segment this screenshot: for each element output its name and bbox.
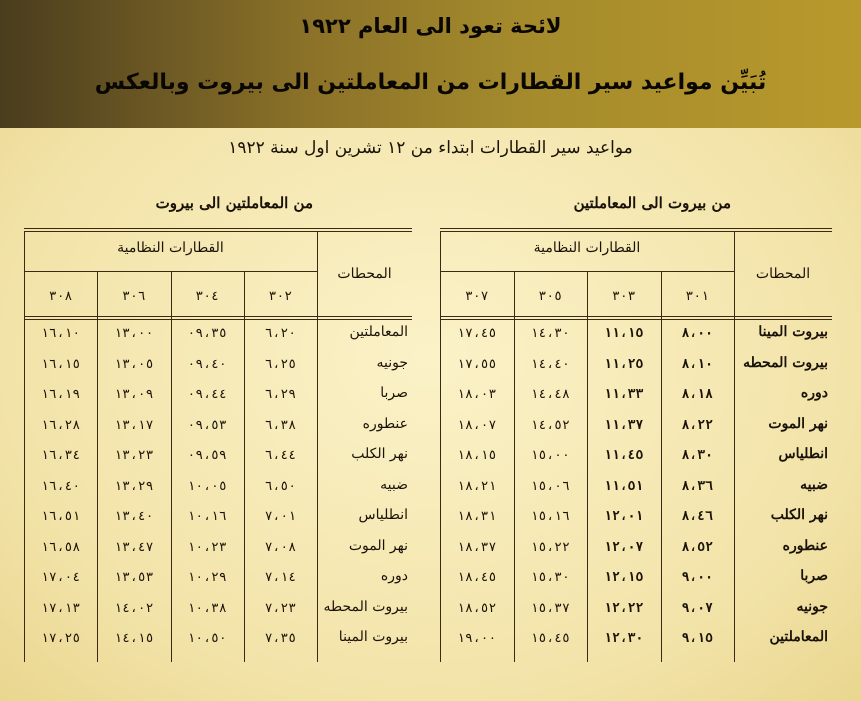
title-banner	[0, 0, 861, 128]
right-table-train-number: ٣٠٥	[538, 289, 562, 304]
left-table-time-cell: ٠٩،٤٠	[187, 356, 227, 372]
right-table-time-cell: ١٤،٤٠	[530, 356, 570, 372]
right-table-time-cell: ١٧،٤٥	[457, 326, 497, 341]
right-table-time-cell: ١٨،٢١	[457, 478, 497, 494]
left-table-time-cell: ١٦،١٥	[41, 356, 81, 372]
right-table-train-number: ٣٠١	[685, 289, 709, 304]
left-table-time-cell: ٦،٢٩	[264, 387, 297, 402]
left-table-time-cell: ٧،٣٥	[264, 631, 297, 646]
right-table-stations-header: المحطات	[755, 266, 811, 282]
right-table-station-name: انطلياس	[778, 446, 828, 462]
left-table-station-name: نهر الكلب	[351, 446, 408, 462]
left-table-top-rule-2	[24, 231, 412, 232]
left-table-station-divider	[317, 231, 318, 662]
left-table-station-name: جونيه	[376, 354, 408, 371]
right-table-time-cell: ١٤،٥٢	[530, 417, 570, 433]
right-table-time-cell: ١٢،٣٠	[604, 631, 644, 646]
left-table-direction: من المعاملتين الى بيروت	[155, 194, 313, 212]
left-table-time-cell: ٠٩،٤٤	[187, 387, 227, 402]
right-table-time-cell: ١٨،٣١	[457, 509, 497, 524]
left-table-time-cell: ٦،٥٠	[264, 478, 297, 494]
left-table-time-cell: ١٧،٢٥	[41, 631, 81, 646]
right-table-time-cell: ١١،٣٧	[604, 417, 644, 433]
left-table-time-cell: ١٠،٢٣	[187, 539, 227, 555]
right-table-time-cell: ١٥،١٦	[530, 509, 570, 524]
right-table-station-name: ضبيه	[800, 476, 828, 493]
right-table-direction: من بيروت الى المعاملتين	[573, 194, 731, 212]
left-table-time-cell: ١٣،١٧	[114, 417, 154, 433]
right-table-station-name: بيروت المينا	[758, 324, 828, 340]
right-table-time-cell: ١١،٢٥	[604, 356, 644, 372]
left-table-time-cell: ١٣،٤٠	[114, 509, 154, 524]
left-table-time-cell: ١٣،٤٧	[114, 539, 154, 555]
right-table-time-cell: ١٨،٥٢	[457, 600, 497, 616]
left-table-station-name: دوره	[380, 568, 408, 584]
right-table-time-cell: ٩،٠٠	[681, 570, 713, 585]
left-table-time-cell: ١٧،٠٤	[41, 570, 81, 585]
right-table-time-cell: ١٢،١٥	[604, 570, 644, 585]
left-table-time-cell: ٦،٢٠	[264, 326, 297, 341]
right-table-time-cell: ١٢،٠٧	[604, 539, 644, 555]
left-table-time-cell: ١٠،٠٥	[187, 478, 227, 494]
left-table-time-cell: ١٦،١٩	[41, 387, 81, 402]
left-table-time-cell: ٧،١٤	[264, 570, 297, 585]
right-table-station-divider	[734, 231, 735, 662]
left-table-train-number: ٣٠٦	[122, 289, 146, 304]
left-table-time-cell: ١٦،٥١	[41, 509, 81, 524]
right-table-group-header: القطارات النظامية	[533, 240, 641, 256]
left-table-time-cell: ١٣،٠٥	[114, 356, 154, 372]
right-table-time-cell: ١٢،٠١	[604, 509, 644, 524]
right-table-time-cell: ١٥،٠٠	[530, 448, 570, 463]
left-table-station-name: نهر الموت	[348, 537, 408, 554]
timetable-document	[0, 128, 861, 701]
right-table-time-cell: ١٨،١٥	[457, 448, 497, 463]
right-table-station-name: بيروت المحطه	[743, 354, 828, 371]
right-table-top-rule-2	[440, 231, 832, 232]
right-table-station-name: جونيه	[796, 598, 828, 615]
left-table-group-header: القطارات النظامية	[117, 240, 224, 256]
left-table-time-cell: ١٠،٣٨	[187, 600, 227, 616]
left-table-train-number: ٣٠٨	[48, 289, 73, 304]
timetable-heading: مواعيد سير القطارات ابتداء من ١٢ تشرين اول سنة ١٩٢٢	[228, 138, 633, 158]
right-table-time-cell: ١٩،٠٠	[457, 631, 497, 646]
left-table-time-cell: ١٦،٢٨	[41, 417, 81, 433]
right-table-time-cell: ١٥،٤٥	[530, 631, 570, 646]
right-table-time-cell: ١٢،٢٢	[604, 600, 644, 616]
right-table-train-number: ٣٠٧	[465, 289, 489, 304]
left-table-stations-header: المحطات	[337, 266, 392, 282]
right-table-time-cell: ٨،٣٠	[681, 448, 713, 463]
right-table-time-cell: ٩،١٥	[681, 631, 713, 646]
left-table-top-rule	[24, 228, 412, 229]
right-table-time-cell: ١٨،٣٧	[457, 539, 497, 555]
right-table-time-cell: ١٧،٥٥	[457, 356, 497, 372]
left-table-time-cell: ١٠،٥٠	[187, 631, 227, 646]
left-table-time-cell: ١٣،٢٩	[114, 478, 154, 494]
left-table-station-name: صربا	[380, 385, 408, 401]
left-table-time-cell: ١٦،٣٤	[41, 448, 81, 463]
left-table-time-cell: ٦،٣٨	[264, 417, 297, 433]
right-table-top-rule	[440, 228, 832, 229]
right-table-time-cell: ١٥،٣٧	[530, 600, 570, 616]
right-table-time-cell: ١٨،٠٧	[457, 417, 497, 433]
right-table-time-cell: ٩،٠٧	[681, 600, 713, 616]
right-table-station-name: صربا	[800, 568, 828, 584]
left-table-time-cell: ١٤،١٥	[114, 631, 154, 646]
left-table-time-cell: ٧،٢٣	[264, 600, 297, 616]
banner-subtitle: تُبَيِّن مواعيد سير القطارات من المعاملتين الى بيروت وبالعكس	[94, 70, 767, 95]
right-table-time-cell: ٨،٣٦	[681, 478, 713, 494]
right-table-header-rule	[440, 316, 832, 317]
left-table-time-cell: ١٣،٥٣	[114, 570, 154, 585]
left-table-train-number: ٣٠٢	[268, 289, 293, 304]
left-table-station-name: بيروت المينا	[338, 629, 408, 645]
left-table-time-cell: ١٠،١٦	[187, 509, 227, 524]
left-table-time-cell: ١٣،٠٠	[114, 326, 154, 341]
right-table-time-cell: ١١،٣٣	[604, 387, 644, 402]
right-table-time-cell: ٨،٢٢	[681, 417, 713, 433]
left-table-time-cell: ١٠،٢٩	[187, 570, 227, 585]
right-table-time-cell: ١١،١٥	[604, 326, 644, 341]
left-table-time-cell: ١٣،٠٩	[114, 387, 154, 402]
left-table-time-cell: ٠٩،٥٩	[187, 448, 227, 463]
left-table-time-cell: ١٤،٠٢	[114, 600, 154, 616]
right-table-time-cell: ١١،٥١	[604, 478, 644, 494]
right-table-header-rule-2	[440, 319, 832, 320]
left-table-time-cell: ٧،٠٨	[264, 539, 297, 555]
right-table-time-cell: ١١،٤٥	[604, 448, 644, 463]
left-table-time-cell: ١٣،٢٣	[114, 448, 154, 463]
left-table-time-cell: ٠٩،٥٣	[187, 417, 227, 433]
right-table-station-name: نهر الموت	[768, 415, 828, 432]
right-table-station-name: عنطوره	[782, 537, 828, 554]
right-table-train-number: ٣٠٣	[612, 289, 636, 304]
banner-title: لائحة تعود الى العام ١٩٢٢	[299, 14, 562, 38]
right-table-time-cell: ٨،١٠	[681, 356, 713, 372]
right-table-time-cell: ٨،١٨	[681, 387, 713, 402]
right-table-time-cell: ٨،٤٦	[681, 509, 713, 524]
right-table-station-name: المعاملتين	[769, 629, 828, 645]
left-table-station-name: ضبيه	[380, 476, 408, 493]
right-table-time-cell: ٨،٥٢	[681, 539, 713, 555]
left-table-time-cell: ١٦،٥٨	[41, 539, 81, 555]
left-table-station-name: المعاملتين	[349, 324, 408, 340]
left-table-station-name: عنطوره	[362, 415, 408, 432]
left-table-train-number: ٣٠٤	[195, 289, 219, 304]
right-table-station-name: نهر الكلب	[770, 507, 828, 523]
left-table-time-cell: ١٧،١٣	[41, 600, 81, 616]
left-table-time-cell: ١٦،١٠	[41, 326, 81, 341]
left-table-header-rule-2	[24, 319, 412, 320]
left-table-time-cell: ٧،٠١	[264, 509, 297, 524]
right-table-time-cell: ١٨،٤٥	[457, 570, 497, 585]
right-table-time-cell: ١٥،٢٢	[530, 539, 570, 555]
left-table-time-cell: ٦،٤٤	[264, 448, 297, 463]
right-table-time-cell: ٨،٠٠	[681, 326, 713, 341]
left-table-station-name: بيروت المحطه	[323, 598, 408, 615]
left-table-time-cell: ٦،٢٥	[264, 356, 297, 372]
left-table-station-name: انطلياس	[358, 507, 408, 523]
right-table-time-cell: ١٥،٣٠	[530, 570, 570, 585]
right-table-time-cell: ١٤،٤٨	[530, 387, 570, 402]
left-table-time-cell: ٠٩،٣٥	[187, 326, 227, 341]
right-table-time-cell: ١٥،٠٦	[530, 478, 570, 494]
left-table-time-cell: ١٦،٤٠	[41, 478, 81, 494]
right-table-time-cell: ١٨،٠٣	[457, 387, 497, 402]
right-table-time-cell: ١٤،٣٠	[530, 326, 570, 341]
right-table-station-name: دوره	[800, 385, 828, 401]
left-table-header-rule	[24, 316, 412, 317]
